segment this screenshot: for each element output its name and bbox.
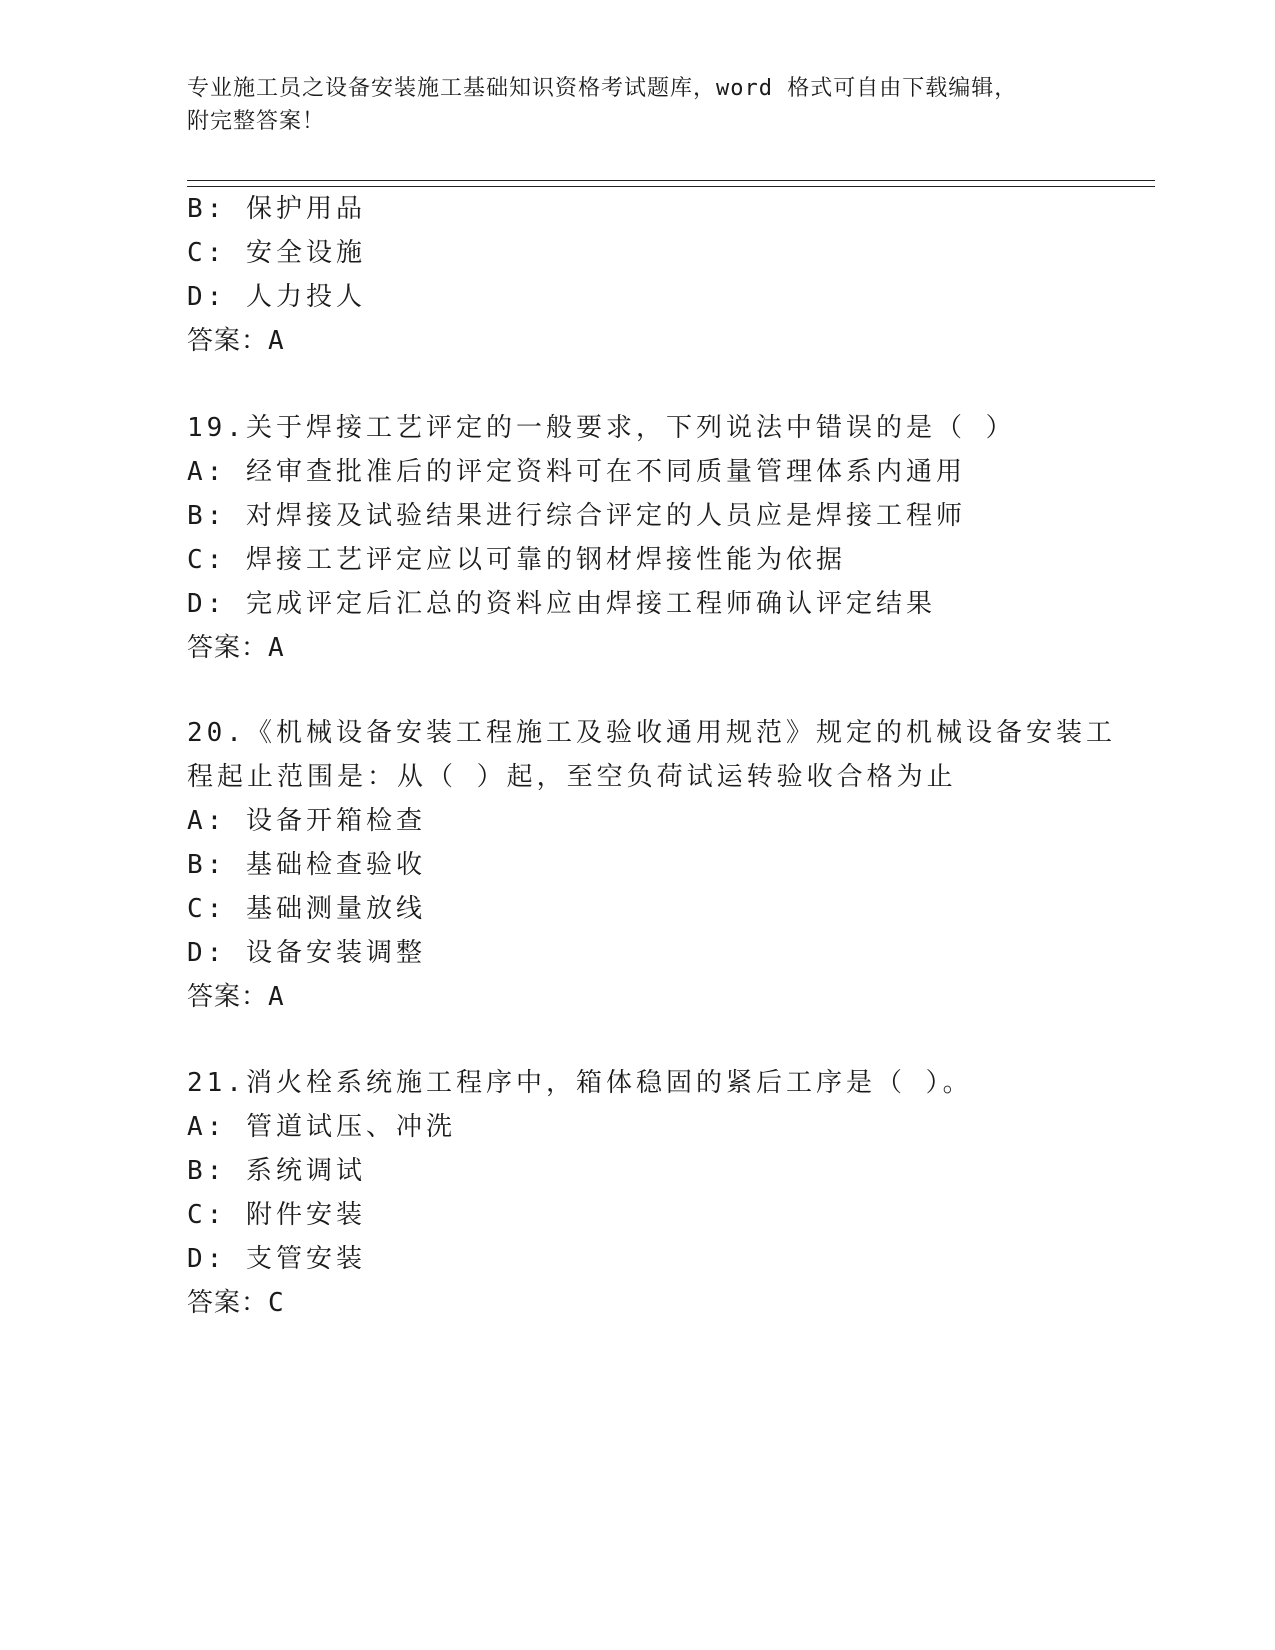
question-20-line-1: 20.《机械设备安装工程施工及验收通用规范》规定的机械设备安装工 <box>187 718 1116 748</box>
q20-option-b: B: 基础检查验收 <box>187 850 426 880</box>
q21-option-a: A: 管道试压、冲洗 <box>187 1112 456 1142</box>
q19-option-b: B: 对焊接及试验结果进行综合评定的人员应是焊接工程师 <box>187 501 966 531</box>
question-19: 19.关于焊接工艺评定的一般要求，下列说法中错误的是（ ） <box>187 413 1016 443</box>
document-header <box>187 72 1087 138</box>
header-divider-bottom <box>187 186 1155 187</box>
q19-option-d: D: 完成评定后汇总的资料应由焊接工程师确认评定结果 <box>187 589 936 619</box>
header-line-1: 专业施工员之设备安装施工基础知识资格考试题库，word 格式可自由下载编辑， <box>187 76 1018 101</box>
q21-option-c: C: 附件安装 <box>187 1200 366 1230</box>
question-20-line-2: 程起止范围是：从（ ）起，至空负荷试运转验收合格为止 <box>187 762 957 792</box>
q19-option-c: C: 焊接工艺评定应以可靠的钢材焊接性能为依据 <box>187 545 846 575</box>
q20-answer: 答案：A <box>187 982 285 1012</box>
q21-answer: 答案：C <box>187 1288 285 1318</box>
q20-option-a: A: 设备开箱检查 <box>187 806 426 836</box>
option-b: B: 保护用品 <box>187 194 366 224</box>
q19-option-a: A: 经审查批准后的评定资料可在不同质量管理体系内通用 <box>187 457 966 487</box>
q21-option-d: D: 支管安装 <box>187 1244 366 1274</box>
option-d: D: 人力投人 <box>187 282 366 312</box>
question-21: 21.消火栓系统施工程序中，箱体稳固的紧后工序是（ ）。 <box>187 1068 973 1098</box>
q19-answer: 答案：A <box>187 633 285 663</box>
q20-option-c: C: 基础测量放线 <box>187 894 426 924</box>
header-line-2: 附完整答案！ <box>187 109 326 134</box>
q20-option-d: D: 设备安装调整 <box>187 938 426 968</box>
option-c: C: 安全设施 <box>187 238 366 268</box>
header-divider-top <box>187 180 1155 181</box>
q21-option-b: B: 系统调试 <box>187 1156 366 1186</box>
answer: 答案：A <box>187 326 285 356</box>
